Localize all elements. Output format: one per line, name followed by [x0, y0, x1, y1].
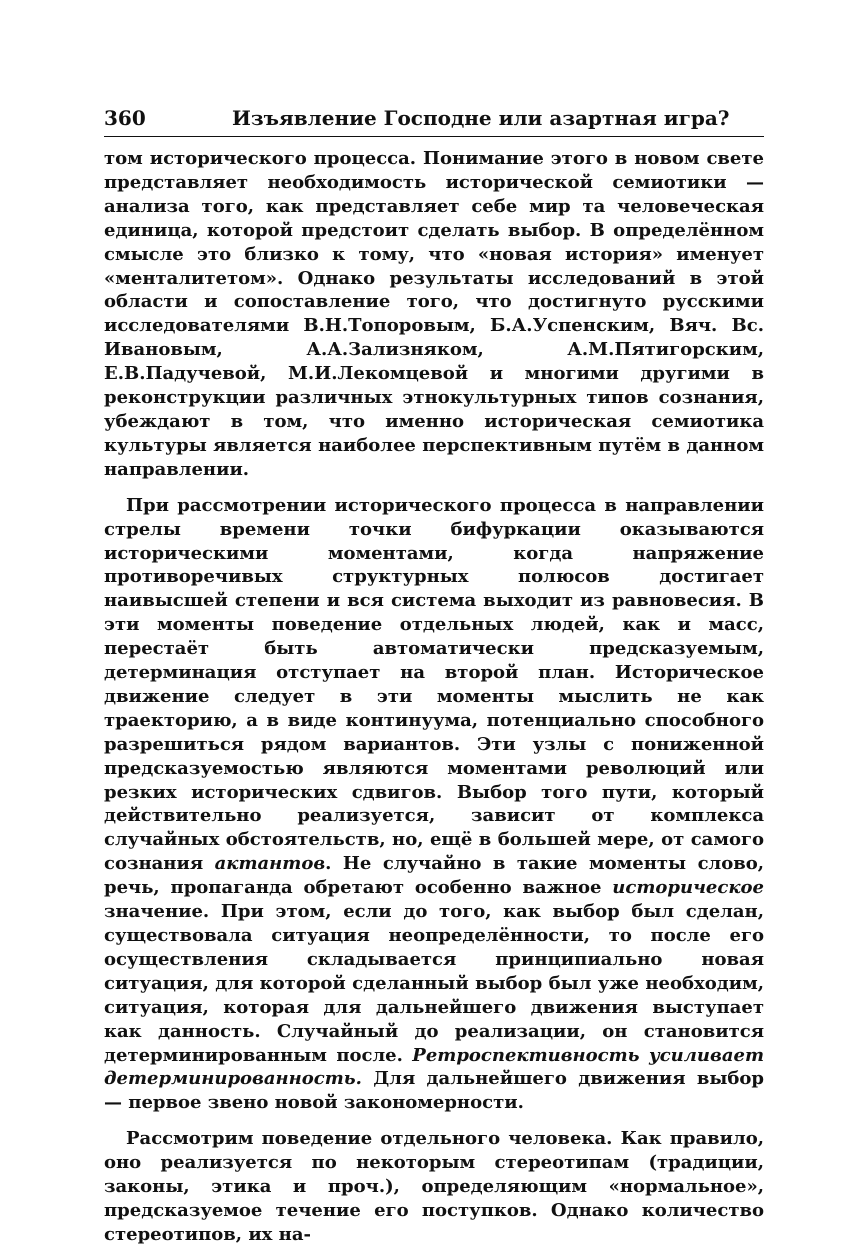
paragraph-2-part-4: Для дальнейшего движения выбор — первое звено новой закономерности.	[104, 1068, 764, 1114]
running-head	[104, 104, 764, 137]
emphasis-historical: историческое	[612, 877, 764, 899]
emphasis-actants: актантов	[214, 853, 326, 875]
paragraph-3: Рассмотрим поведение отдельного человека. Как правило, оно реализуется по некоторым стереотипам (традиции, законы, этика и проч.), определяющим «нормальное», предсказуемое течение его поступков. Однако количество стереотипов, их на-	[104, 1128, 764, 1245]
page-number: 360	[104, 106, 146, 130]
paragraph-2-part-2: . Не случайно в такие моменты слово, речь, пропаганда обретают особенно важное	[104, 853, 765, 899]
paragraph-2	[104, 494, 764, 1116]
paragraph-1: том исторического процесса. Понимание этого в новом свете представляет необходимость исторической семиотики — анализа того, как представляет себе мир та человеческая единица, которой предстоит сделать выбор. В определённом смысле это близко к тому, что «новая история» именует «менталитетом». Однако результаты исследований в этой области и сопоставление того, что достигнуто русскими исследователями В.Н.Топоровым, Б.А.Успенским, Вяч. Вс. Ивановым, А.А.Зализняком, А.М.Пятигорским, Е.В.Падучевой, М.И.Лекомцевой и многими другими в реконструкции различных этнокультурных типов сознания, убеждают в том, что именно историческая семиотика культуры является наиболее перспективным путём в данном направлении.	[104, 148, 764, 480]
emphasis-retrospectivity: Ретроспективность усиливает детерминированность.	[104, 1044, 764, 1090]
paragraph-2-part-3: значение. При этом, если до того, как выбор был сделан, существовала ситуация неопределённости, то после его осуществления складывается принципиально новая ситуация, для которой сделанный выбор был уже необходим, ситуация, которая для дальнейшего движения выступает как данность. Случайный до реализации, он становится детерминированным после.	[104, 901, 764, 1066]
body-text	[104, 147, 764, 1247]
paragraph-2-part-1: При рассмотрении исторического процесса в направлении стрелы времени точки бифуркации оказываются историческими моментами, когда напряжение противоречивых структурных полюсов достигает наивысшей степени и вся система выходит из равновесия. В эти моменты поведение отдельных людей, как и масс, перестаёт быть автоматически предсказуемым, детерминация отступает на второй план. Историческое движение следует в эти моменты мыслить не как траекторию, а в виде континуума, потенциально способного разрешиться рядом вариантов. Эти узлы с пониженной предсказуемостью являются моментами революций или резких исторических сдвигов. Выбор того пути, который действительно реализуется, зависит от комплекса случайных обстоятельств, но, ещё в большей мере, от самого сознания	[104, 494, 764, 875]
book-page	[104, 104, 764, 1247]
running-title: Изъявление Господне или азартная игра?	[232, 106, 730, 130]
